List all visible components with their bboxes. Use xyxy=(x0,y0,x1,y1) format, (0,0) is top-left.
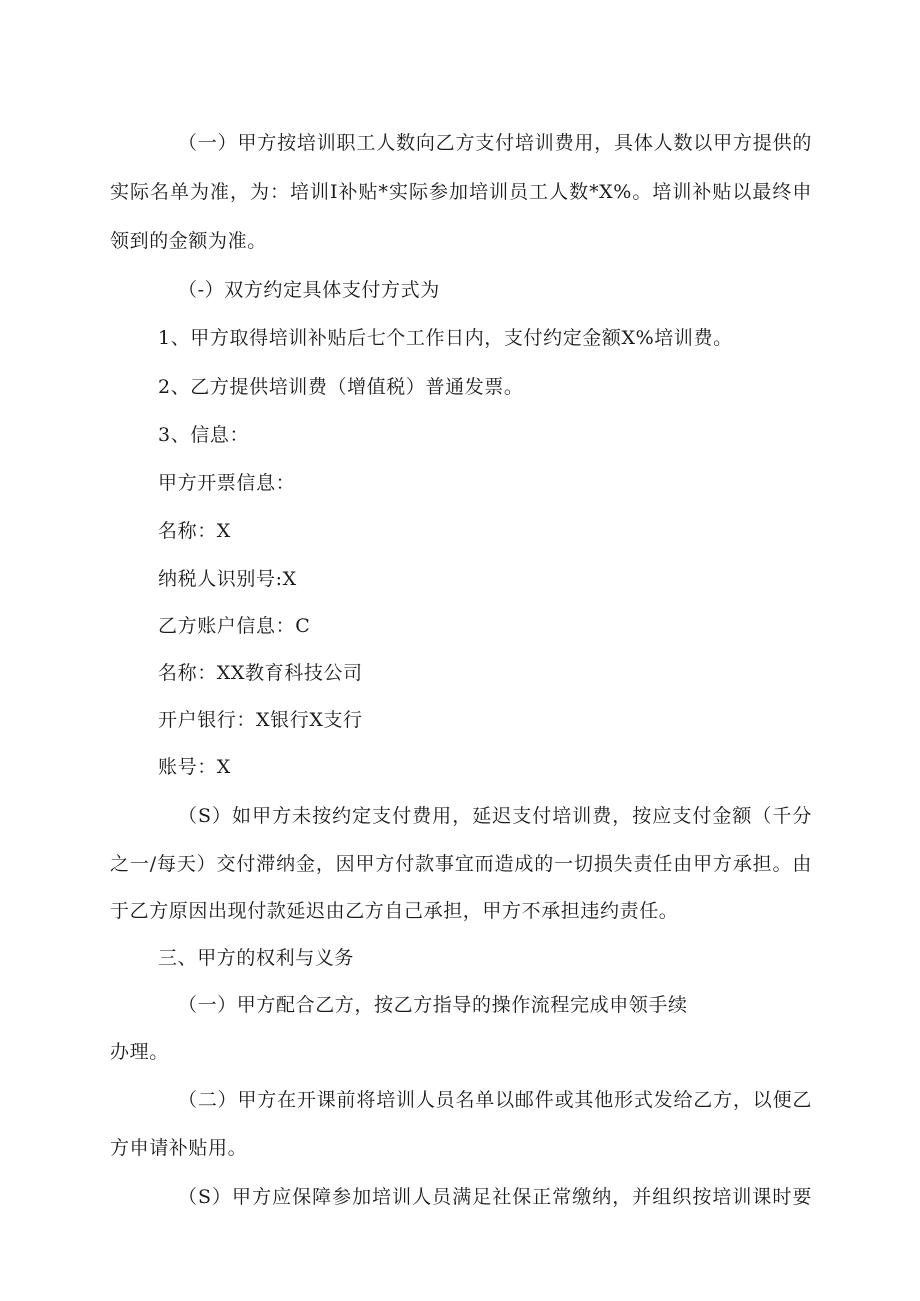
paragraph-line: （一）甲方按培训职工人数向乙方支付培训费用，具体人数以甲方提供的 xyxy=(178,132,812,154)
paragraph-line: 于乙方原因出现付款延迟由乙方自己承担，甲方不承担违约责任。 xyxy=(110,900,679,922)
info-heading: 甲方开票信息： xyxy=(158,472,296,494)
info-line: 账号：X xyxy=(158,756,231,778)
info-line: 名称：X xyxy=(158,520,231,542)
paragraph-line: （S）如甲方未按约定支付费用，延迟支付培训费，按应支付金额（千分 xyxy=(178,805,812,827)
info-line: 名称：XX教育科技公司 xyxy=(158,662,363,684)
info-heading: 乙方账户信息：C xyxy=(158,615,311,637)
paragraph-line: （一）甲方配合乙方，按乙方指导的操作流程完成申领手续 xyxy=(178,994,688,1016)
info-line: 纳税人识别号:X xyxy=(158,568,297,590)
section-heading: （-）双方约定具体支付方式为 xyxy=(178,279,440,301)
list-item: 3、信息： xyxy=(158,424,250,446)
paragraph-line: 办理。 xyxy=(110,1041,169,1063)
paragraph-line: （二）甲方在开课前将培训人员名单以邮件或其他形式发给乙方，以便乙 xyxy=(178,1089,812,1111)
section-heading: 三、甲方的权利与义务 xyxy=(158,947,355,969)
info-line: 开户银行：X银行X支行 xyxy=(158,709,363,731)
paragraph-line: 方申请补贴用。 xyxy=(110,1137,248,1159)
paragraph-line: 实际名单为准，为：培训Ⅰ补贴*实际参加培训员工人数*X%。培训补贴以最终申 xyxy=(110,181,812,203)
paragraph-line: （S）甲方应保障参加培训人员满足社保正常缴纳，并组织按培训课时要 xyxy=(178,1186,812,1208)
paragraph-line: 之一/每天）交付滞纳金，因甲方付款事宜而造成的一切损失责任由甲方承担。由 xyxy=(110,853,812,875)
list-item: 2、乙方提供培训费（增值税）普通发票。 xyxy=(158,376,524,398)
paragraph-line: 领到的金额为准。 xyxy=(110,230,267,252)
list-item: 1、甲方取得培训补贴后七个工作日内，支付约定金额X%培训费。 xyxy=(158,327,733,349)
